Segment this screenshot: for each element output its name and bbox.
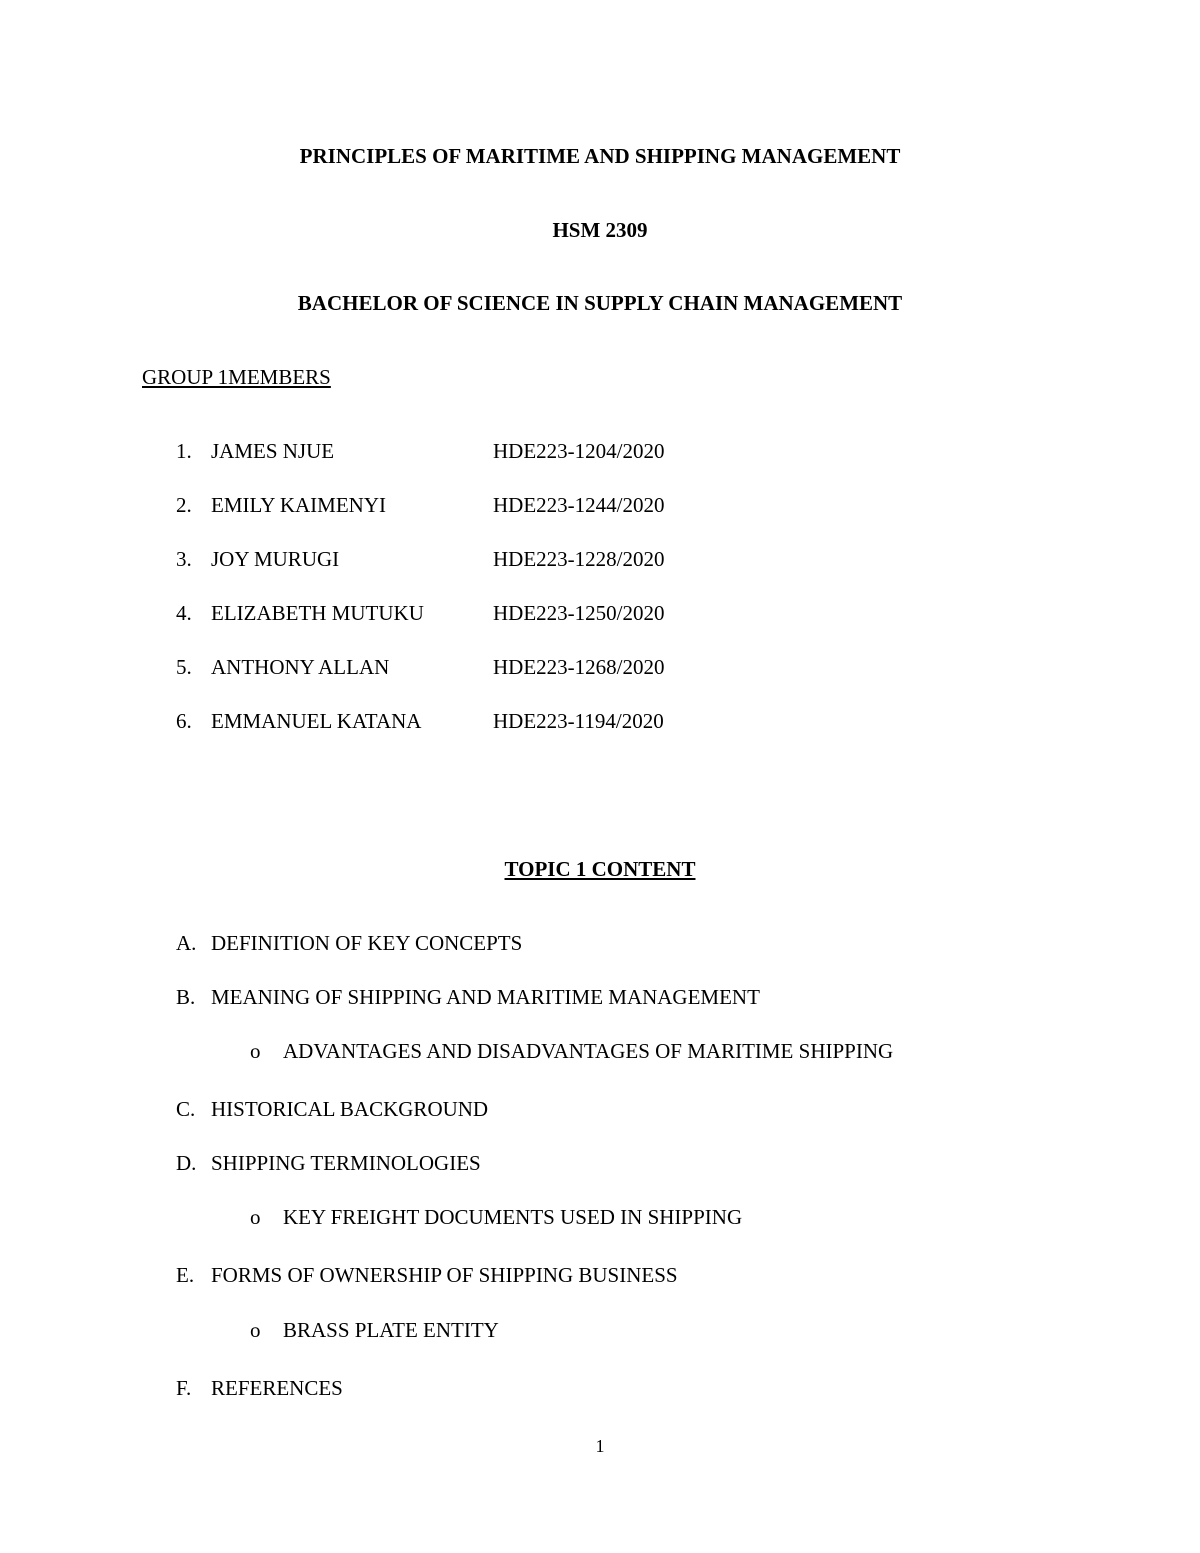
member-reg-number: HDE223-1268/2020: [493, 655, 665, 679]
content-heading: TOPIC 1 CONTENT: [504, 857, 696, 881]
bullet-icon: o: [250, 1039, 261, 1063]
item-text: HISTORICAL BACKGROUND: [211, 1097, 489, 1121]
group-heading: GROUP 1MEMBERS: [142, 365, 331, 389]
member-number: 2.: [176, 493, 192, 517]
course-code: HSM 2309: [552, 218, 648, 242]
member-reg-number: HDE223-1244/2020: [493, 493, 665, 517]
program-title: BACHELOR OF SCIENCE IN SUPPLY CHAIN MANAGEMENT: [297, 291, 903, 315]
member-number: 5.: [176, 655, 192, 679]
item-text: REFERENCES: [211, 1376, 343, 1400]
bullet-icon: o: [250, 1318, 261, 1342]
page-number: 1: [595, 1436, 605, 1456]
item-letter: E.: [176, 1263, 195, 1287]
member-reg-number: HDE223-1204/2020: [493, 439, 665, 463]
member-name: EMMANUEL KATANA: [211, 709, 422, 733]
member-number: 4.: [176, 601, 192, 625]
course-title: PRINCIPLES OF MARITIME AND SHIPPING MANAGEMENT: [299, 144, 901, 168]
item-letter: D.: [176, 1151, 197, 1175]
item-text: BRASS PLATE ENTITY: [283, 1318, 499, 1342]
member-reg-number: HDE223-1250/2020: [493, 601, 665, 625]
member-name: JAMES NJUE: [211, 439, 335, 463]
bullet-icon: o: [250, 1205, 261, 1229]
member-number: 3.: [176, 547, 192, 571]
member-name: ELIZABETH MUTUKU: [211, 601, 424, 625]
item-text: FORMS OF OWNERSHIP OF SHIPPING BUSINESS: [211, 1263, 678, 1287]
item-text: SHIPPING TERMINOLOGIES: [211, 1151, 481, 1175]
member-reg-number: HDE223-1228/2020: [493, 547, 665, 571]
item-letter: F.: [176, 1376, 192, 1400]
item-text: MEANING OF SHIPPING AND MARITIME MANAGEMENT: [211, 985, 760, 1009]
item-text: KEY FREIGHT DOCUMENTS USED IN SHIPPING: [283, 1205, 743, 1229]
member-name: EMILY KAIMENYI: [211, 493, 387, 517]
member-name: JOY MURUGI: [211, 547, 340, 571]
item-letter: B.: [176, 985, 196, 1009]
member-name: ANTHONY ALLAN: [211, 655, 390, 679]
member-number: 1.: [176, 439, 192, 463]
member-number: 6.: [176, 709, 192, 733]
item-text: DEFINITION OF KEY CONCEPTS: [211, 931, 523, 955]
item-letter: C.: [176, 1097, 196, 1121]
item-text: ADVANTAGES AND DISADVANTAGES OF MARITIME SHIPPING: [283, 1039, 894, 1063]
item-letter: A.: [176, 931, 197, 955]
member-reg-number: HDE223-1194/2020: [493, 709, 664, 733]
